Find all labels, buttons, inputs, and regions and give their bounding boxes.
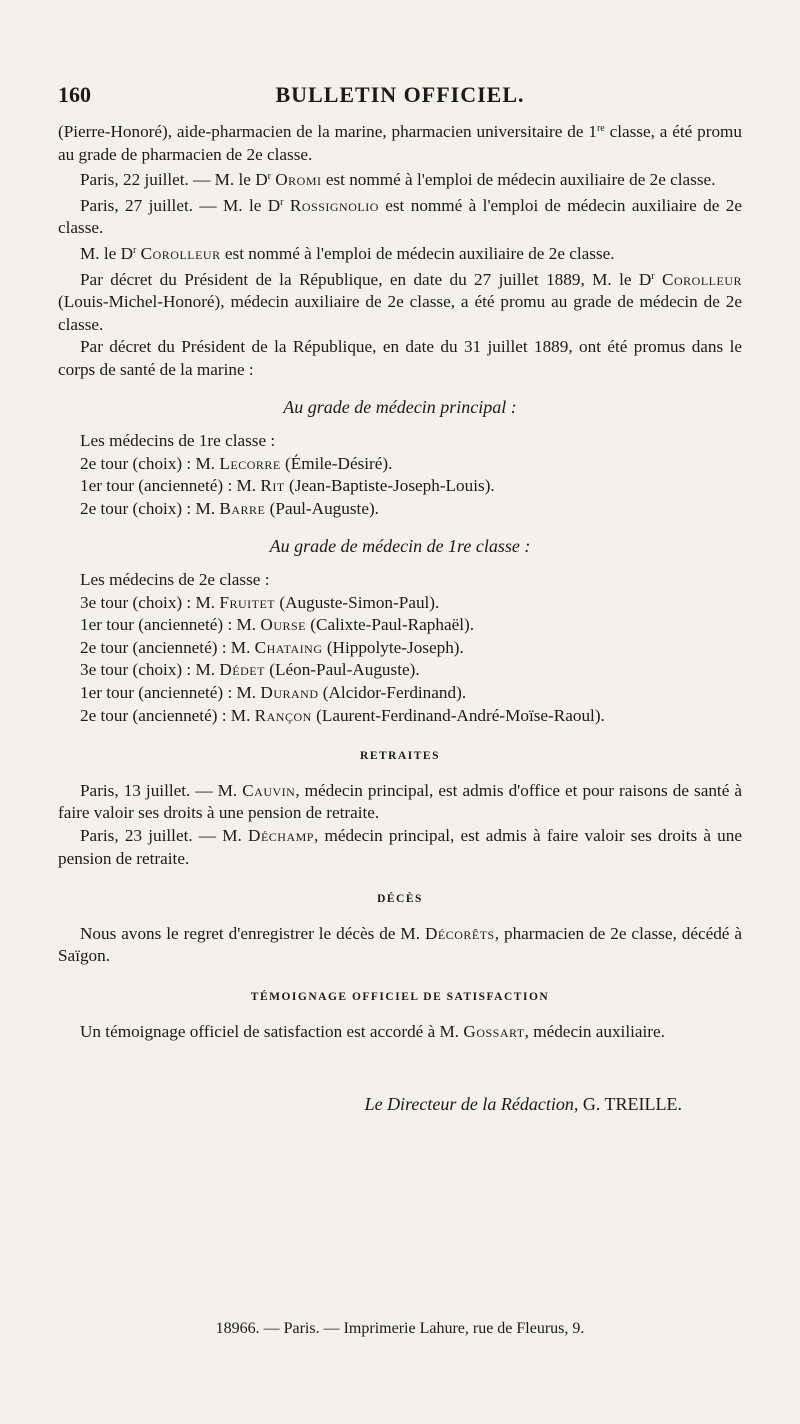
person-name: Rossignolio: [289, 195, 379, 215]
section-intro: Les médecins de 2e classe :: [80, 570, 270, 590]
section-heading-medecin-principal: Au grade de médecin principal :: [283, 396, 517, 417]
page-body: [58, 118, 742, 1116]
person-name: Corolleur: [662, 269, 742, 289]
signature-role: Le Directeur de la Rédaction,: [364, 1094, 579, 1115]
signature-block: [58, 1093, 742, 1116]
section-heading-medecin-1re-classe: Au grade de médecin de 1re classe :: [269, 535, 531, 556]
section-intro: Les médecins de 1re classe :: [80, 431, 276, 451]
paragraph-deces: Nous avons le regret d'enregistrer le décès de M. Décorêts, pharmacien de 2e classe, décédé à Saïgon.: [58, 923, 742, 966]
paragraph-rossignolio: Paris, 27 juillet. — M. le $D^r$ Rossignolio est nommé à l'emploi de médecin auxiliaire de 2e classe.: [58, 195, 742, 238]
paragraph-oromi: Paris, 22 juillet. — M. le $D^r$ Oromi est nommé à l'emploi de médecin auxiliaire de 2e classe.: [80, 170, 716, 190]
promotion-entry: 2e tour (choix) : M. Barre (Paul-Auguste).: [80, 498, 379, 518]
page-header: [58, 82, 742, 112]
paragraph-decret-31-juillet: Par décret du Président de la République, en date du 31 juillet 1889, ont été promus dans le corps de santé de la marine :: [58, 337, 742, 379]
paragraph-retraite-dechamp: Paris, 23 juillet. — M. Déchamp, médecin principal, est admis à faire valoir ses droits à une pension de retraite.: [58, 826, 742, 868]
promotion-entry: 1er tour (ancienneté) : M. Rit (Jean-Baptiste-Joseph-Louis).: [80, 476, 495, 496]
promotion-entry: 3e tour (choix) : M. Dédet (Léon-Paul-Auguste).: [80, 660, 420, 680]
promotion-entry: 2e tour (choix) : M. Lecorre (Émile-Désiré).: [80, 453, 393, 473]
paragraph-promotion-pharmacien: (Pierre-Honoré), aide-pharmacien de la marine, pharmacien universitaire de 1re classe, a été promu au grade de pharmacien de 2e classe.: [58, 122, 743, 164]
promotion-entry: 1er tour (ancienneté) : M. Durand (Alcidor-Ferdinand).: [80, 683, 467, 703]
paragraph-decret-27-juillet: Par décret du Président de la République, en date du 27 juillet 1889, M. le $D^r$ Corolleur (Louis-Michel-Honoré), médecin auxiliaire de 2e classe, a été promu au grade de médecin de 2e classe.: [58, 269, 742, 334]
paragraph-corolleur: M. le $D^r$ Corolleur est nommé à l'emploi de médecin auxiliaire de 2e classe.: [80, 243, 615, 263]
paragraph-temoignage: Un témoignage officiel de satisfaction est accordé à M. Gossart, médecin auxiliaire.: [80, 1021, 665, 1041]
person-name: Corolleur: [140, 243, 221, 263]
page-number: 160: [58, 82, 91, 107]
running-title: BULLETIN OFFICIEL.: [275, 82, 525, 107]
signature-name: G. TREILLE.: [582, 1094, 682, 1115]
printer-footer: 18966. — Paris. — Imprimerie Lahure, rue de Fleurus, 9.: [215, 1320, 585, 1337]
promotion-entry: 3e tour (choix) : M. Fruitet (Auguste-Simon-Paul).: [80, 592, 440, 612]
promotion-entry: 1er tour (ancienneté) : M. Ourse (Calixte-Paul-Raphaël).: [80, 615, 474, 635]
section-title-temoignage: TÉMOIGNAGE OFFICIEL DE SATISFACTION: [250, 991, 550, 1003]
promotion-entry: 2e tour (ancienneté) : M. Chataing (Hippolyte-Joseph).: [80, 637, 464, 657]
paragraph-retraite-cauvin: Paris, 13 juillet. — M. Cauvin, médecin principal, est admis d'office et pour raisons de santé à faire valoir ses droits à une pension de retraite.: [58, 780, 742, 823]
person-name: Oromi: [275, 170, 322, 190]
section-title-retraites: RETRAITES: [360, 750, 440, 763]
promotion-entry: 2e tour (ancienneté) : M. Rançon (Laurent-Ferdinand-André-Moïse-Raoul).: [80, 705, 605, 725]
section-title-deces: DÉCÈS: [377, 893, 423, 906]
